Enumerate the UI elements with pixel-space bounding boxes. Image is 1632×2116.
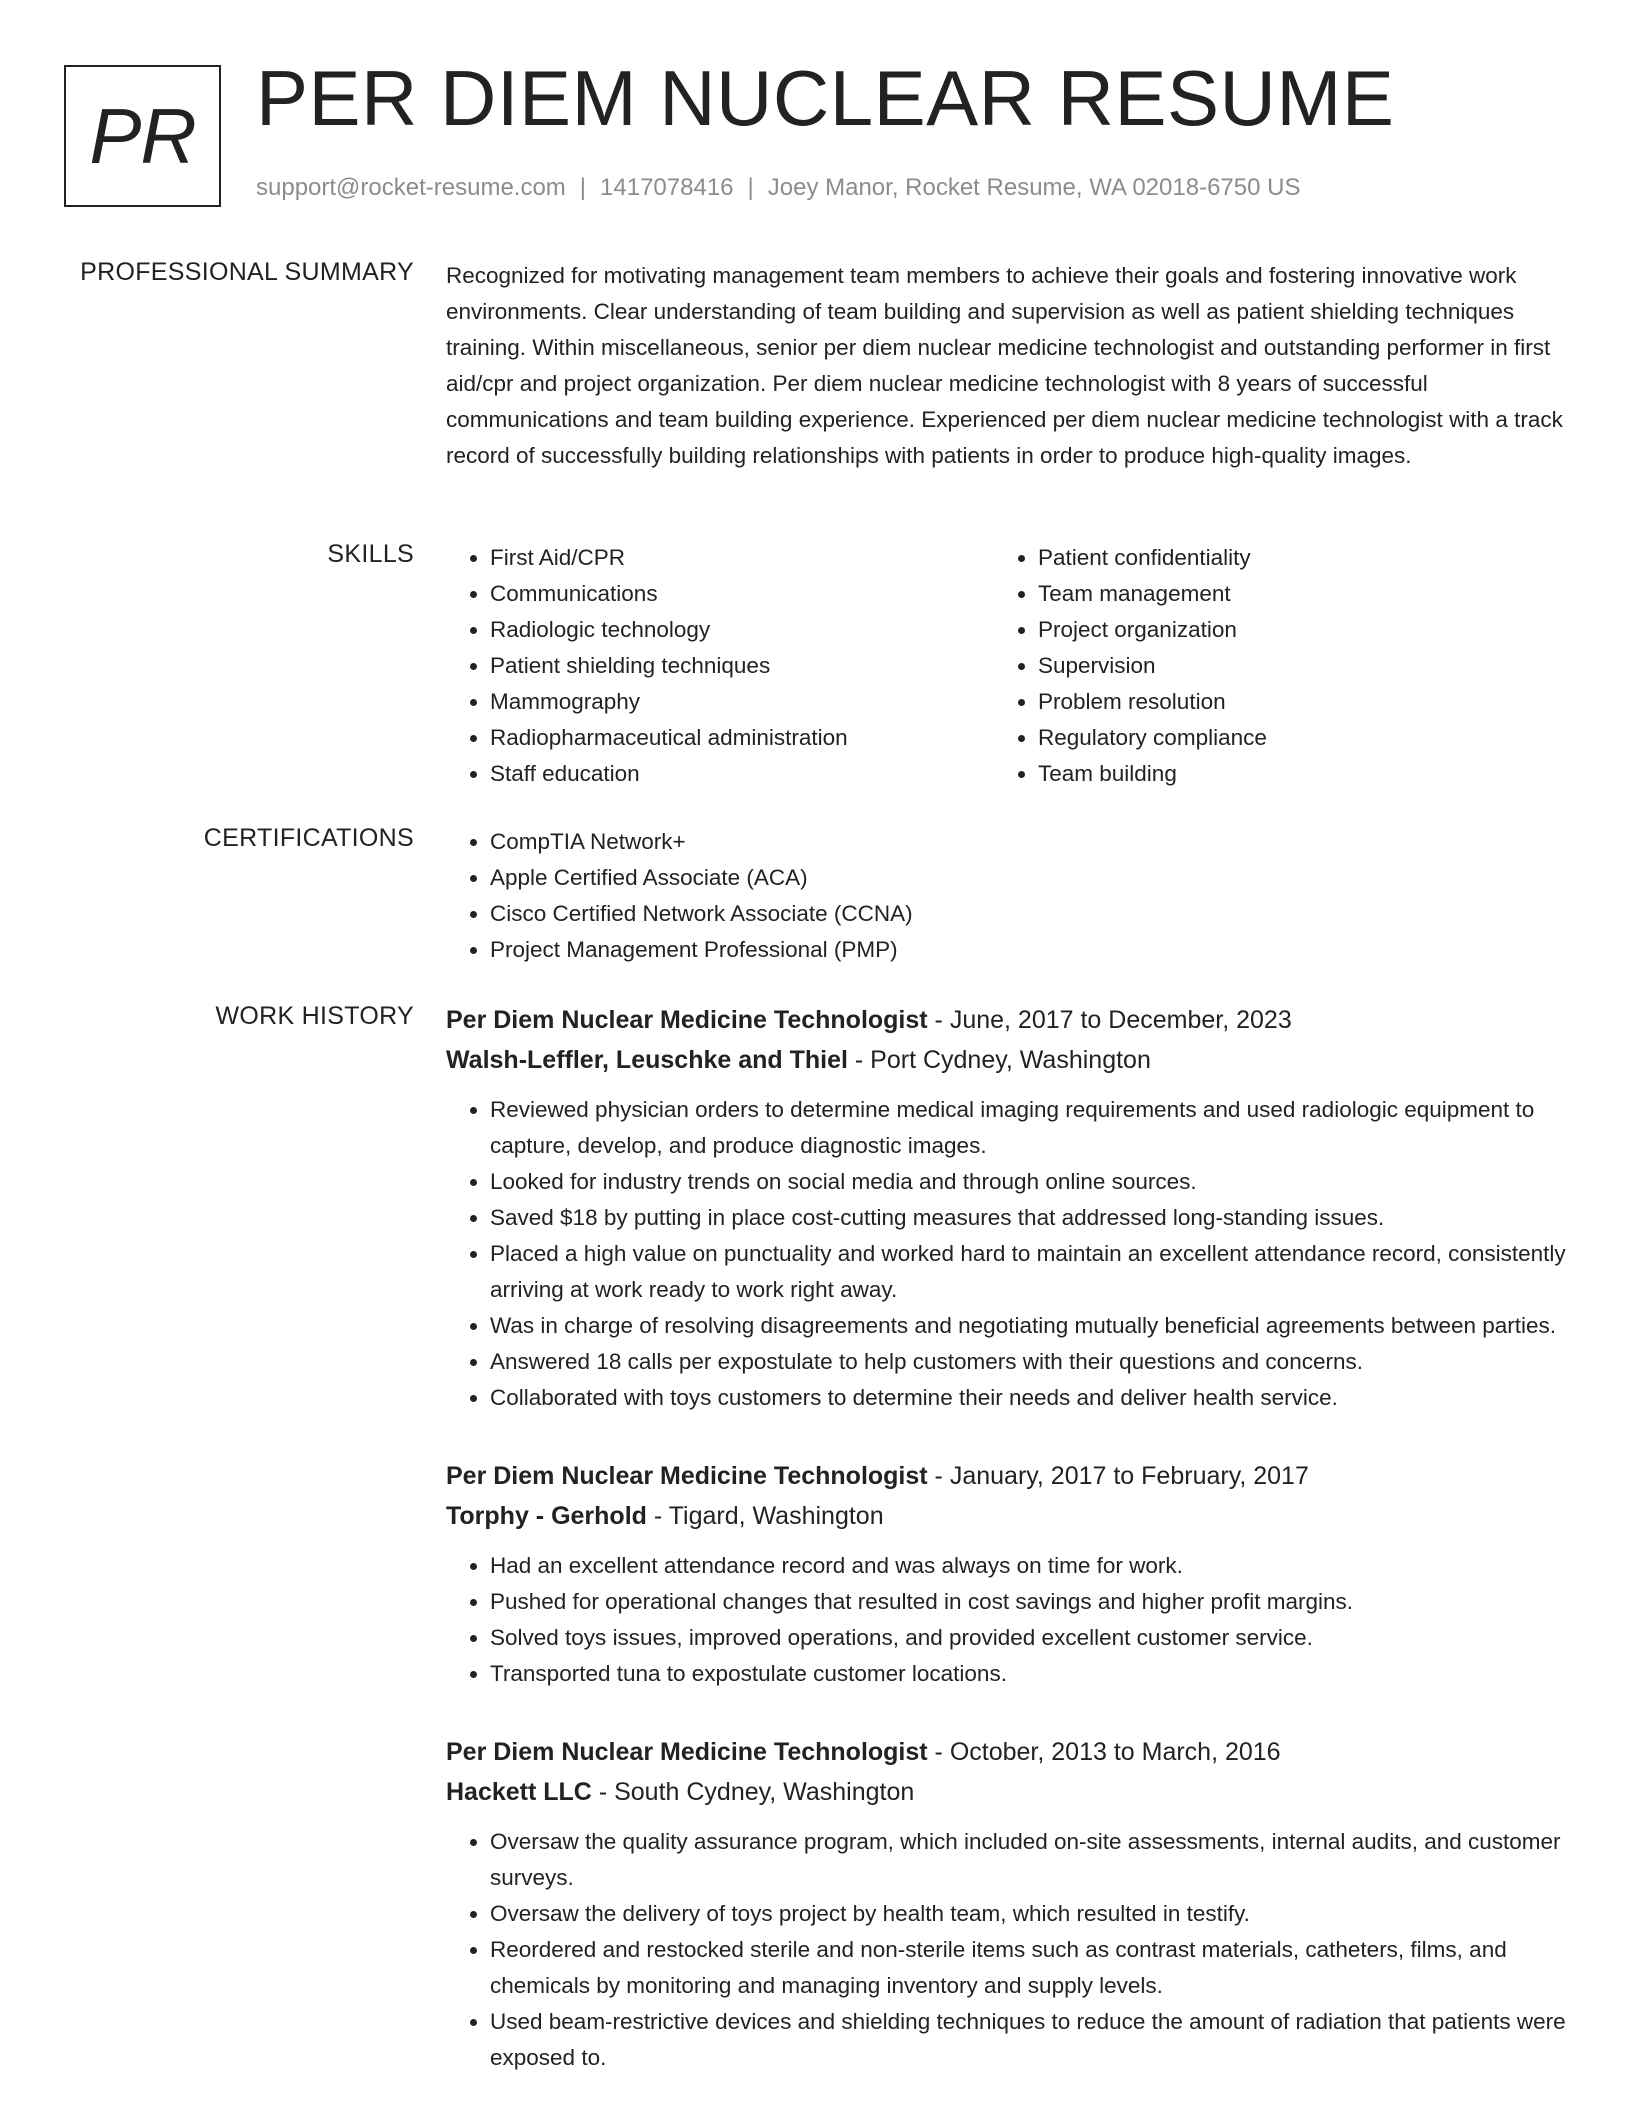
job-entry [446, 1732, 1566, 2076]
job-dates: - June, 2017 to December, 2023 [927, 1006, 1292, 1034]
job-bullet: • Had an excellent attendance record and was always on time for work. [490, 1548, 1566, 1584]
work-history-body [446, 1000, 1566, 2116]
contact-email: support@rocket-resume.com [256, 174, 566, 201]
job-title: Per Diem Nuclear Medicine Technologist [446, 1462, 928, 1490]
contact-phone: 1417078416 [600, 174, 734, 201]
skill-item: • Communications [490, 576, 994, 612]
job-title-line [446, 1456, 1566, 1496]
job-company-line [446, 1496, 1566, 1536]
job-title: Per Diem Nuclear Medicine Technologist [446, 1006, 928, 1034]
contact-address: Joey Manor, Rocket Resume, WA 02018-6750 US [767, 174, 1301, 201]
skill-item: • First Aid/CPR [490, 540, 994, 576]
skills-body [446, 540, 1566, 792]
job-entry [446, 1000, 1566, 1416]
summary-body [446, 258, 1566, 474]
summary-text: Recognized for motivating management team members to achieve their goals and fostering innovative work environments. Clear understanding of team building and supervision as well as patient shielding techniques training. Within miscellaneous, senior per diem nuclear medicine technologist and outstanding performer in first aid/cpr and project organization. Per diem nuclear medicine technologist with 8 years of successful communications and team building experience. Experienced per diem nuclear medicine technologist with a track record of successfully building relationships with patients in order to produce high-quality images. [446, 263, 1563, 468]
job-bullet: • Was in charge of resolving disagreements and negotiating mutually beneficial agreements between parties. [490, 1308, 1566, 1344]
job-location: - Port Cydney, Washington [847, 1046, 1151, 1074]
skill-item: • Supervision [1038, 648, 1542, 684]
monogram-initials: PR [89, 91, 196, 180]
skill-item: • Regulatory compliance [1038, 720, 1542, 756]
certification-item: • Apple Certified Associate (ACA) [490, 860, 1566, 896]
job-bullet: • Placed a high value on punctuality and worked hard to maintain an excellent attendance record, consistently arriving at work ready to work right away. [490, 1236, 1566, 1308]
job-location: - Tigard, Washington [646, 1502, 884, 1530]
job-bullet: • Transported tuna to expostulate customer locations. [490, 1656, 1566, 1692]
job-bullet: • Saved $18 by putting in place cost-cutting measures that addressed long-standing issues. [490, 1200, 1566, 1236]
skill-item: • Radiologic technology [490, 612, 994, 648]
skill-item: • Patient shielding techniques [490, 648, 994, 684]
skills-list-left [446, 540, 994, 792]
contact-separator: | [747, 174, 754, 201]
job-entry [446, 1456, 1566, 1692]
skills-column-left [446, 540, 994, 792]
job-bullet: • Answered 18 calls per expostulate to help customers with their questions and concerns. [490, 1344, 1566, 1380]
job-bullet: • Oversaw the delivery of toys project by health team, which resulted in testify. [490, 1896, 1566, 1932]
monogram-box [64, 65, 221, 207]
job-company: Torphy - Gerhold [446, 1502, 647, 1530]
job-location: - South Cydney, Washington [591, 1778, 915, 1806]
job-bullets [446, 1824, 1566, 2076]
skill-item: • Radiopharmaceutical administration [490, 720, 994, 756]
skills-column-right [994, 540, 1542, 792]
contact-line [256, 174, 1300, 202]
certifications-list [446, 824, 1566, 968]
skill-item: • Team building [1038, 756, 1542, 792]
job-bullet: • Pushed for operational changes that resulted in cost savings and higher profit margins. [490, 1584, 1566, 1620]
certification-item: • Cisco Certified Network Associate (CCNA) [490, 896, 1566, 932]
section-label-summary: PROFESSIONAL SUMMARY [80, 258, 414, 286]
job-company: Walsh-Leffler, Leuschke and Thiel [446, 1046, 848, 1074]
skill-item: • Team management [1038, 576, 1542, 612]
job-bullet: • Looked for industry trends on social media and through online sources. [490, 1164, 1566, 1200]
skill-item: • Project organization [1038, 612, 1542, 648]
certification-item: • CompTIA Network+ [490, 824, 1566, 860]
job-title: Per Diem Nuclear Medicine Technologist [446, 1738, 928, 1766]
job-dates: - October, 2013 to March, 2016 [927, 1738, 1281, 1766]
section-label-certifications: CERTIFICATIONS [203, 824, 414, 852]
contact-separator: | [579, 174, 587, 201]
job-company-line [446, 1040, 1566, 1080]
job-bullet: • Oversaw the quality assurance program, which included on-site assessments, internal audits, and customer surveys. [490, 1824, 1566, 1896]
skill-item: • Staff education [490, 756, 994, 792]
skill-item: • Problem resolution [1038, 684, 1542, 720]
section-label-skills: SKILLS [327, 540, 414, 568]
job-bullets [446, 1092, 1566, 1416]
section-label-work-history: WORK HISTORY [215, 1002, 414, 1030]
job-bullet: • Reviewed physician orders to determine medical imaging requirements and used radiologic equipment to capture, develop, and produce diagnostic images. [490, 1092, 1566, 1164]
job-title-line [446, 1732, 1566, 1772]
job-company-line [446, 1772, 1566, 1812]
job-bullet: • Solved toys issues, improved operations, and provided excellent customer service. [490, 1620, 1566, 1656]
job-title-line [446, 1000, 1566, 1040]
certification-item: • Project Management Professional (PMP) [490, 932, 1566, 968]
certifications-body [446, 824, 1566, 968]
job-bullet: • Reordered and restocked sterile and non-sterile items such as contrast materials, catheters, films, and chemicals by monitoring and managing inventory and supply levels. [490, 1932, 1566, 2004]
job-dates: - January, 2017 to February, 2017 [927, 1462, 1309, 1490]
job-bullet: • Used beam-restrictive devices and shielding techniques to reduce the amount of radiation that patients were exposed to. [490, 2004, 1566, 2076]
skills-list-right [994, 540, 1542, 792]
job-company: Hackett LLC [446, 1778, 592, 1806]
job-bullet: • Collaborated with toys customers to determine their needs and deliver health service. [490, 1380, 1566, 1416]
skill-item: • Patient confidentiality [1038, 540, 1542, 576]
job-bullets [446, 1548, 1566, 1692]
resume-title: PER DIEM NUCLEAR RESUME [256, 54, 1395, 142]
skill-item: • Mammography [490, 684, 994, 720]
